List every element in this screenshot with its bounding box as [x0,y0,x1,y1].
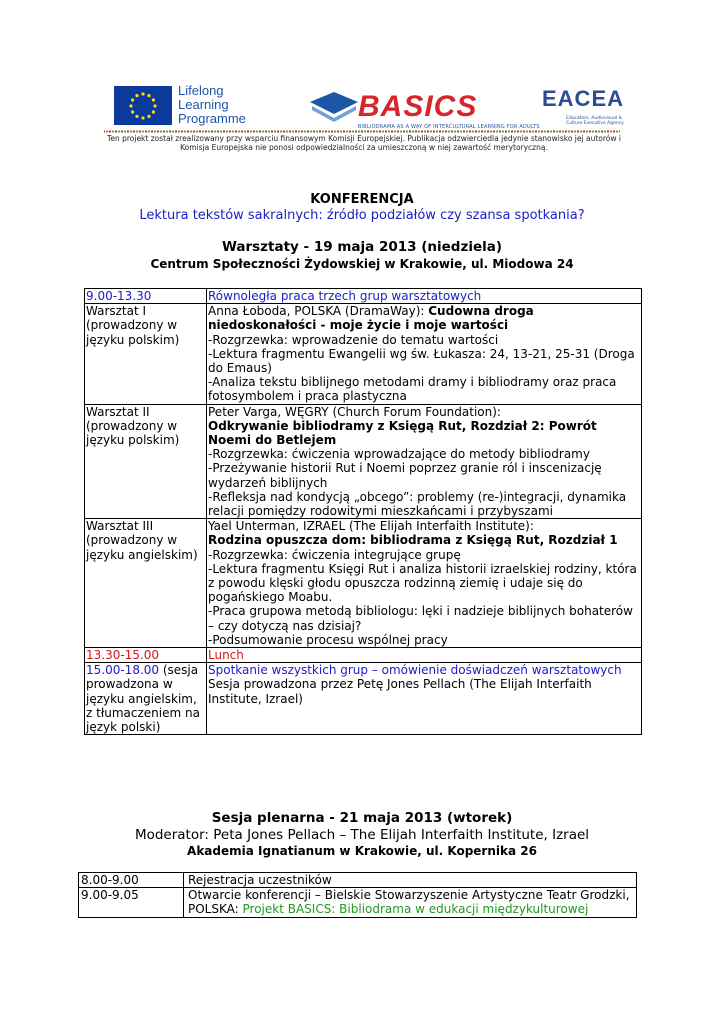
desc-cell [207,404,642,519]
plenary-moderator: Moderator: Peta Jones Pellach – The Elijah Interfaith Institute, Izrael [134,827,590,843]
workshop-item: -Refleksja nad kondycją „obcego”: problemy (re-)integracji, dynamika relacji pomiędzy rodowitymi mieszkańcami i przybyszami [208,489,627,519]
plenary-table [78,872,637,918]
session-title: Spotkanie wszystkich grup – omówienie doświadczeń warsztatowych [208,663,622,678]
workshop-item: -Podsumowanie procesu wspólnej pracy [208,632,448,647]
desc-cell: Równoległa praca trzech grup warsztatowych [207,289,642,304]
llp-text [178,84,246,126]
header [0,78,724,154]
workshop-item: -Rozgrzewka: ćwiczenia wprowadzające do metody bibliodramy [208,447,590,462]
dotted-divider [104,130,620,133]
time-cell: 8.00-9.00 [79,873,184,888]
llp-line-2: Learning [178,97,229,112]
desc-cell [207,519,642,648]
table-row [85,648,642,663]
workshop-title: Cudowna droga niedoskonałości - moje życie i moje wartości [208,304,534,333]
table-row [85,404,642,519]
workshops-title: Warsztaty - 19 maja 2013 (niedziela) [221,239,503,255]
group-cell [85,519,207,648]
desc-cell: Rejestracja uczestników [184,873,637,888]
basics-wordmark: BASICS [358,90,478,123]
group-name: Warsztat III [86,519,154,534]
group-cell [85,404,207,519]
workshop-item: -Przeżywanie historii Rut i Noemi poprzez granie ról i inscenizację wydarzeń biblijnych [208,461,602,490]
plenary-place: Akademia Ignatianum w Krakowie, ul. Kopernika 26 [187,844,537,858]
eacea-wordmark: EACEA [542,86,625,111]
eacea-tagline: Education, Audiovisual & Culture Executive Agency [566,116,624,126]
session-description: Sesja prowadzona przez Petę Jones Pellach (The Elijah Interfaith Institute, Izrael) [208,677,592,706]
workshop-item: -Lektura fragmentu Ewangelii wg św. Łukasza: 24, 13-21, 25-31 (Droga do Emaus) [208,346,635,376]
table-row [85,304,642,404]
table-row [85,519,642,648]
plenary-title: Sesja plenarna - 21 maja 2013 (wtorek) [211,810,513,826]
time-cell: 9.00-9.05 [79,888,184,917]
workshop-item: -Lektura fragmentu Księgi Rut i analiza historii izraelskiej rodziny, która z powodu klęski głodu opuszcza rodzinną ziemię i udaje się do pogańskiego Moabu. [208,561,637,605]
basics-logo [308,84,540,130]
session-time: 15.00-18.00 [86,663,160,678]
workshop-item: -Rozgrzewka: wprowadzenie do tematu wartości [208,332,499,347]
llp-line-3: Programme [178,111,246,126]
table-row [85,663,642,735]
workshops-place: Centrum Społeczności Żydowskiej w Krakowie, ul. Miodowa 24 [150,257,574,271]
workshop-leader: Peter Varga, WĘGRY (Church Forum Foundation): [208,404,501,419]
table-row [79,888,637,917]
basics-tagline: BIBLIODRAMA AS A WAY OF INTERCULTURAL LEARNING FOR ADULTS [358,124,540,130]
desc-cell: Lunch [207,648,642,663]
time-cell: 9.00-13.30 [85,289,207,304]
group-name: Warsztat II [86,404,150,419]
table-row [79,873,637,888]
group-name: Warsztat I [86,304,147,319]
disclaimer-text: Ten projekt został zrealizowany przy wsparciu finansowym Komisji Europejskiej. Publikacja odzwierciedla jedynie stanowisko jej autorów i Komisja Europejska nie ponosi odpowiedzialności za umieszczoną w niej zawartość merytoryczną. [107,134,621,152]
llp-line-1: Lifelong [178,83,224,98]
workshops-table [84,288,642,735]
desc-cell [207,304,642,404]
workshop-item: -Analiza tekstu biblijnego metodami dramy i bibliodramy oraz praca fotosymbolem i praca plastyczna [208,375,617,404]
session-note: (sesja prowadzona w języku angielskim, z tłumaczeniem na język polski) [86,663,200,735]
group-language: (prowadzony w języku polskim) [86,418,180,448]
eacea-logo [540,86,630,130]
workshop-leader: Yael Unterman, IZRAEL (The Elijah Interfaith Institute): [208,519,534,534]
workshop-leader: Anna Łoboda, POLSKA (DramaWay): [208,304,429,319]
conference-title: KONFERENCJA [310,192,414,207]
eu-flag-icon [114,86,172,125]
desc-cell [184,888,637,917]
time-cell: 13.30-15.00 [85,648,207,663]
conference-subtitle: Lektura tekstów sakralnych: źródło podziałów czy szansa spotkania? [139,208,585,223]
time-cell [85,663,207,735]
workshop-item: -Rozgrzewka: ćwiczenia integrujące grupę [208,547,461,562]
group-language: (prowadzony w języku polskim) [86,318,180,347]
workshop-item: -Praca grupowa metodą bibliologu: lęki i nadzieje biblijnych bohaterów – czy dotyczą nas dzisiaj? [208,604,633,633]
workshop-title: Rodzina opuszcza dom: bibliodrama z Księgą Rut, Rozdział 1 [208,533,618,548]
book-icon [308,88,360,128]
workshop-title: Odkrywanie bibliodramy z Księgą Rut, Rozdział 2: Powrót Noemi do Betlejem [208,418,597,448]
group-language: (prowadzony w języku angielskim) [86,533,198,562]
desc-cell [207,663,642,735]
group-cell [85,304,207,404]
opening-text: Otwarcie konferencji – Bielskie Stowarzyszenie Artystyczne Teatr Grodzki, POLSKA: [188,888,630,917]
project-name: Projekt BASICS: Bibliodrama w edukacji międzykulturowej [242,902,589,917]
table-row [85,289,642,304]
